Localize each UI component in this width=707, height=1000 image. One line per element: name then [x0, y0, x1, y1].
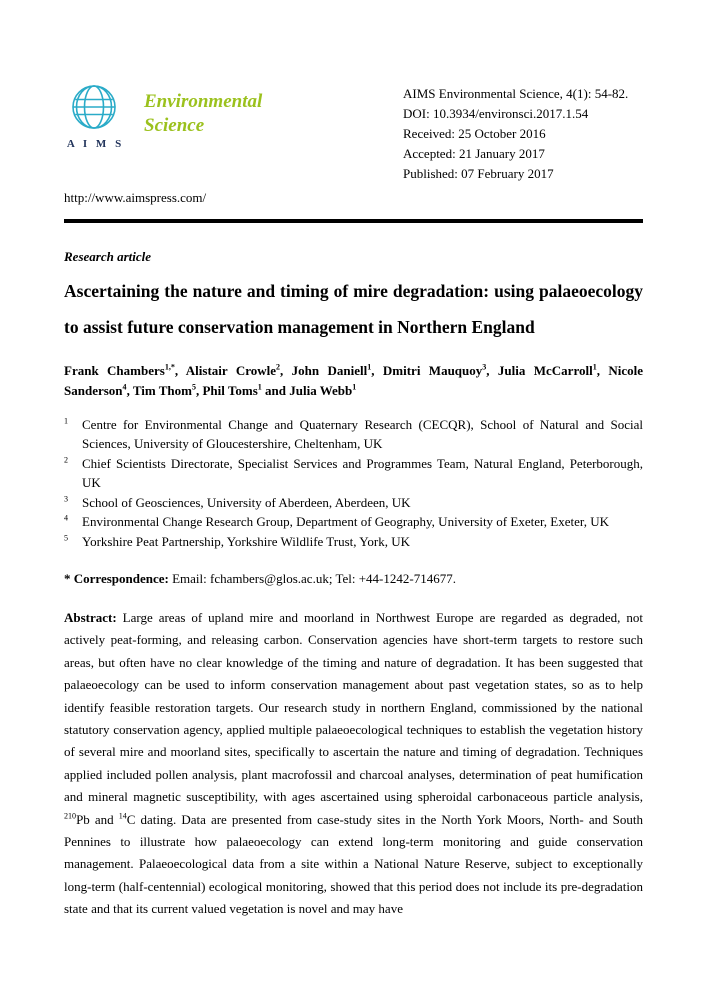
- published-line: Published: 07 February 2017: [403, 166, 554, 181]
- globe-wireframe-icon: [65, 84, 123, 130]
- affiliation-item: [64, 532, 643, 552]
- affiliation-text: School of Geosciences, University of Aberdeen, Aberdeen, UK: [82, 494, 411, 510]
- accepted-line: Accepted: 21 January 2017: [403, 146, 545, 161]
- affiliation-text: Environmental Change Research Group, Department of Geography, University of Exeter, Exeter, UK: [82, 514, 609, 529]
- affiliation-item: [64, 512, 643, 532]
- journal-name-line2: Science: [144, 115, 205, 136]
- received-line: Received: 25 October 2016: [403, 126, 546, 141]
- author-list: Frank Chambers$^{1,*}$, Alistair Crowle$^2$, John Daniell$^1$, Dmitri Mauquoy$^3$, Julia McCarroll$^1$, Nicole Sanderson$^4$, Tim Thom$^5$, Phil Toms$^1$ and Julia Webb$^1$: [64, 362, 644, 398]
- affiliation-number: 4: [64, 513, 69, 523]
- affiliation-item: [64, 454, 643, 493]
- affiliation-number: 5: [64, 533, 69, 543]
- affiliation-item: [64, 415, 643, 454]
- affiliation-number: 1: [64, 416, 69, 426]
- affiliation-number: 3: [64, 494, 69, 504]
- affiliation-list: [64, 415, 643, 552]
- affiliation-number: 2: [64, 455, 69, 465]
- doi-line: DOI: 10.3934/environsci.2017.1.54: [403, 106, 589, 121]
- aims-acronym: A I M S: [66, 138, 125, 150]
- journal-logo: [64, 84, 262, 150]
- header-divider-rule: [64, 219, 643, 223]
- citation-line: AIMS Environmental Science, 4(1): 54-82.: [403, 86, 629, 101]
- publisher-url: http://www.aimspress.com/: [64, 190, 207, 205]
- journal-name-line1: Environmental: [144, 91, 263, 112]
- affiliation-item: [64, 493, 643, 513]
- article-type-label: Research article: [64, 248, 152, 264]
- correspondence-line: * Correspondence: Email: fchambers@glos.ac.uk; Tel: +44-1242-714677.: [64, 571, 456, 586]
- citation-meta-block: [403, 84, 643, 184]
- aims-logo-mark: [64, 84, 124, 150]
- abstract-paragraph: Abstract: Large areas of upland mire and moorland in Northwest Europe are regarded as degraded, not actively peat-forming, and releasing carbon. Conservation agencies have short-term targets to restore such areas, but often have no clear knowledge of the timing and nature of degradation. It has been suggested that palaeoecology can be used to inform conservation management about past vegetation states, so as to help identify feasible restoration targets. Our research study in northern England, commissioned by the national statutory conservation agency, applied multiple palaeoecological techniques to establish the vegetation history of several mire and moorland sites, specifically to ascertain the nature and timing of degradation. Techniques applied included pollen analysis, plant macrofossil and charcoal analyses, determination of peat humification and mineral magnetic susceptibility, with ages ascertained using spheroidal carbonaceous particle analysis, $^{210}$Pb and $^{14}$C dating. Data are presented from case-study sites in the North York Moors, North- and South Pennines to illustrate how palaeoecology can extend long-term monitoring and guide conservation management. Palaeoecological data from a site within a National Nature Reserve, subject to exceptionally long-term (half-centennial) ecological monitoring, showed that this period does not include its pre-degradation state and that its current valued vegetation is novel and may have: [64, 610, 644, 917]
- journal-header: [64, 84, 643, 184]
- article-title: Ascertaining the nature and timing of mire degradation: using palaeoecology to assist future conservation management in Northern England: [64, 280, 643, 337]
- journal-name: [144, 90, 262, 138]
- affiliation-text: Centre for Environmental Change and Quaternary Research (CECQR), School of Natural and Social Sciences, University of Gloucestershire, Cheltenham, UK: [82, 416, 643, 451]
- affiliation-text: Chief Scientists Directorate, Specialist Services and Programmes Team, Natural England, Peterborough, UK: [82, 455, 643, 490]
- affiliation-text: Yorkshire Peat Partnership, Yorkshire Wildlife Trust, York, UK: [82, 533, 411, 549]
